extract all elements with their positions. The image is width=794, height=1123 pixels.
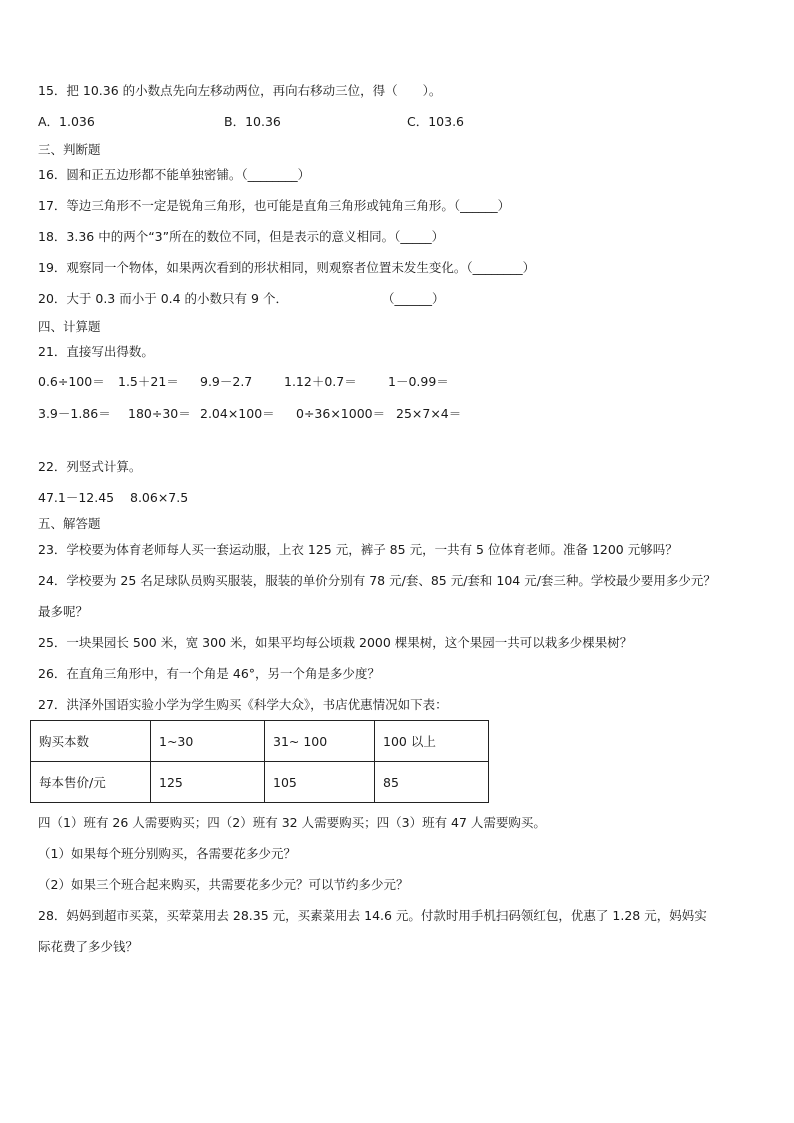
q21-calc: 180÷30＝ bbox=[128, 406, 191, 421]
section-judge-heading: 三、判断题 bbox=[38, 142, 101, 157]
q28-line2: 际花费了多少钱？ bbox=[38, 939, 139, 954]
q15-stem: 15．把 10.36 的小数点先向左移动两位，再向右移动三位，得（ ）。 bbox=[38, 83, 442, 98]
q21-calc: 3.9－1.86＝ bbox=[38, 406, 111, 421]
section-calc-heading: 四、计算题 bbox=[38, 319, 101, 334]
q15-option-c: C．103.6 bbox=[407, 114, 465, 129]
q25: 25．一块果园长 500 米，宽 300 米，如果平均每公顷栽 2000 棵果树，这个果园一共可以栽多少棵果树？ bbox=[38, 635, 633, 650]
q21-calc: 1.12＋0.7＝ bbox=[284, 374, 357, 389]
q20-answer-blank: （______） bbox=[382, 291, 445, 306]
q24-line1: 24．学校要为 25 名足球队员购买服装，服装的单价分别有 78 元/套、85 元/套和 104 元/套三种。学校最少要用多少元？ bbox=[38, 573, 716, 588]
q21-calc: 9.9－2.7 bbox=[200, 374, 253, 389]
q20: 20．大于 0.3 而小于 0.4 的小数只有 9 个． bbox=[38, 291, 288, 306]
q21-calc: 1－0.99＝ bbox=[388, 374, 449, 389]
q26: 26．在直角三角形中，有一个角是 46°，另一个角是多少度？ bbox=[38, 666, 381, 681]
q21-calc: 0÷36×1000＝ bbox=[296, 406, 386, 421]
q19: 19．观察同一个物体，如果两次看到的形状相同，则观察者位置未发生变化。（________） bbox=[38, 260, 536, 275]
q23: 23．学校要为体育老师每人买一套运动服，上衣 125 元，裤子 85 元，一共有 5 位体育老师。准备 1200 元够吗？ bbox=[38, 542, 678, 557]
table-cell: 105 bbox=[265, 762, 375, 803]
q22-item: 8.06×7.5 bbox=[130, 490, 189, 505]
table-cell: 购买本数 bbox=[31, 721, 151, 762]
q21-calc: 0.6÷100＝ bbox=[38, 374, 105, 389]
q22-stem: 22．列竖式计算。 bbox=[38, 459, 142, 474]
price-table bbox=[30, 720, 489, 803]
table-row bbox=[31, 721, 489, 762]
table-cell: 31~ 100 bbox=[265, 721, 375, 762]
section-solve-heading: 五、解答题 bbox=[38, 516, 101, 531]
q16: 16．圆和正五边形都不能单独密铺。（________） bbox=[38, 167, 311, 182]
table-cell: 100 以上 bbox=[375, 721, 489, 762]
table-cell: 125 bbox=[151, 762, 265, 803]
q15-option-b: B．10.36 bbox=[224, 114, 281, 129]
table-cell: 85 bbox=[375, 762, 489, 803]
q27-info: 四（1）班有 26 人需要购买；四（2）班有 32 人需要购买；四（3）班有 47 人需要购买。 bbox=[38, 815, 546, 830]
q18: 18．3.36 中的两个“3”所在的数位不同，但是表示的意义相同。（_____） bbox=[38, 229, 445, 244]
q15-option-a: A．1.036 bbox=[38, 114, 95, 129]
q24-line2: 最多呢？ bbox=[38, 604, 89, 619]
q17: 17．等边三角形不一定是锐角三角形，也可能是直角三角形或钝角三角形。（______） bbox=[38, 198, 511, 213]
table-cell: 每本售价/元 bbox=[31, 762, 151, 803]
q21-calc: 25×7×4＝ bbox=[396, 406, 462, 421]
q27-sub2: （2）如果三个班合起来购买，共需要花多少元？可以节约多少元？ bbox=[38, 877, 409, 892]
q21-stem: 21．直接写出得数。 bbox=[38, 344, 154, 359]
q22-item: 47.1－12.45 bbox=[38, 490, 115, 505]
table-row bbox=[31, 762, 489, 803]
q27-stem: 27．洪泽外国语实验小学为学生购买《科学大众》，书店优惠情况如下表： bbox=[38, 697, 448, 712]
q21-calc: 2.04×100＝ bbox=[200, 406, 275, 421]
q21-calc: 1.5＋21＝ bbox=[118, 374, 179, 389]
q27-sub1: （1）如果每个班分别购买，各需要花多少元？ bbox=[38, 846, 296, 861]
table-cell: 1~30 bbox=[151, 721, 265, 762]
q28-line1: 28．妈妈到超市买菜，买荤菜用去 28.35 元，买素菜用去 14.6 元。付款时用手机扫码领红包，优惠了 1.28 元，妈妈实 bbox=[38, 908, 707, 923]
